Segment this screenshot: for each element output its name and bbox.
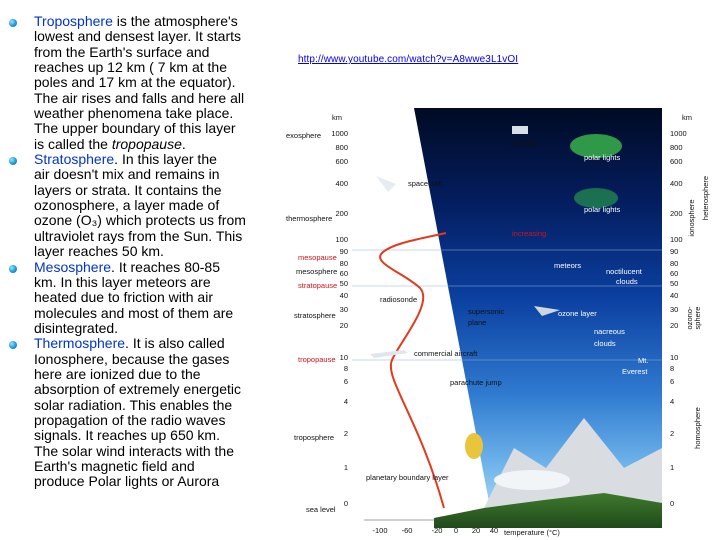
bullet-icon (9, 341, 17, 349)
label-sea-level: sea level (306, 505, 336, 514)
youtube-link[interactable]: http://www.youtube.com/watch?v=A8wwe3L1vOI (298, 54, 519, 65)
bullet-text: Stratosphere. In this layer the air doesn't mix and remains in layers or strata. It contains the ozonosphere, a layer made of ozone (O₃) which protects us from ultraviolet rays from the Sun. This layer reaches 50 km. (34, 151, 246, 260)
scale-tick-label: 20 (670, 321, 679, 330)
label-everest: Everest (622, 367, 648, 376)
label-ionosphere: ionosphere (687, 199, 696, 237)
scale-tick-label: 2 (670, 429, 675, 438)
temperature-tick-label: -60 (401, 526, 413, 535)
atmosphere-diagram-svg (284, 88, 720, 540)
scale-tick-label: 100 (670, 235, 683, 244)
label-thermosphere: thermosphere (286, 214, 333, 223)
bullet-troposphere (0, 14, 282, 152)
label-radiosonde: radiosonde (380, 295, 418, 304)
bullet-text: Troposphere is the atmosphere's lowest and densest layer. It starts from the Earth's surface and reaches up 12 km ( 7 km at the poles and 17 km at the equator). The air rises and falls and here all weather phenomena take place. The upper boundary of this layer is called the tropopause. (34, 13, 245, 152)
scale-tick-label: 4 (343, 397, 348, 406)
bullet-mesosphere (0, 260, 282, 337)
scale-tick-label: 90 (670, 247, 679, 256)
temperature-tick-label: -100 (372, 526, 388, 535)
km-label-right: km (682, 113, 692, 122)
term-mesosphere: Mesosphere (34, 258, 112, 275)
scale-tick-label: 600 (335, 157, 348, 166)
scale-tick-label: 50 (670, 279, 679, 288)
scale-tick-label: 90 (339, 247, 348, 256)
scale-tick-label: 30 (670, 305, 679, 314)
label-parachute-jump: parachute jump (450, 378, 502, 387)
temperature-axis-label: temperature (°C) (504, 528, 560, 537)
label-tropopause: tropopause (298, 355, 336, 364)
label-satellite: satellite (510, 139, 536, 148)
label-homosphere: homosphere (693, 407, 702, 449)
scale-tick-label: 600 (670, 157, 683, 166)
label-mesopause: mesopause (298, 253, 337, 262)
label-ozonosphere-bottom: sphere (693, 306, 702, 330)
label-boundary-layer: planetary boundary layer (366, 473, 449, 482)
label-heterosphere: heterosphere (701, 175, 710, 221)
scale-tick-label: 50 (339, 279, 348, 288)
bullet-list (0, 14, 282, 490)
label-mesosphere: mesosphere (296, 267, 338, 276)
cloud (494, 470, 570, 490)
scale-tick-label: 400 (335, 179, 348, 188)
scale-tick-label: 10 (670, 353, 679, 362)
label-stratopause: stratopause (298, 281, 338, 290)
scale-tick-label: 1000 (331, 129, 348, 138)
temperature-tick-label: 20 (471, 526, 481, 535)
temperature-tick-label: -20 (431, 526, 443, 535)
label-ozonosphere-top: ozono- (685, 306, 694, 330)
label-mt: Mt. (638, 356, 649, 365)
scale-tick-label: 200 (335, 209, 348, 218)
satellite-icon (512, 126, 528, 134)
scale-tick-label: 200 (670, 209, 683, 218)
scale-tick-label: 8 (343, 364, 348, 373)
scale-tick-label: 60 (339, 269, 348, 278)
scale-tick-label: 6 (670, 377, 675, 386)
label-nacreous: nacreous (594, 327, 625, 336)
km-label-left: km (332, 113, 342, 122)
label-commercial-aircraft: commercial aircraft (414, 349, 478, 358)
scale-tick-label: 40 (670, 291, 679, 300)
label-nacreous-clouds: clouds (594, 339, 616, 348)
scale-tick-label: 10 (339, 353, 348, 362)
label-ozone-layer: ozone layer (558, 309, 597, 318)
term-stratosphere: Stratosphere (34, 151, 115, 168)
scale-tick-label: 40 (339, 291, 348, 300)
label-stratosphere: stratosphere (294, 311, 336, 320)
scale-tick-label: 0 (343, 499, 348, 508)
scale-tick-label: 2 (343, 429, 348, 438)
scale-tick-label: 6 (343, 377, 348, 386)
scale-tick-label: 30 (339, 305, 348, 314)
bullet-stratosphere (0, 152, 282, 259)
label-exosphere: exosphere (286, 131, 322, 140)
scale-tick-label: 1 (670, 463, 675, 472)
scale-tick-label: 60 (670, 269, 679, 278)
balloon-icon (465, 433, 483, 459)
scale-tick-label: 100 (335, 235, 348, 244)
temperature-tick-label: 40 (489, 526, 499, 535)
scale-tick-label: 8 (670, 364, 675, 373)
label-spacecraft: spacecraft (408, 179, 443, 188)
bullet-thermosphere (0, 336, 282, 489)
label-supersonic-plane: plane (468, 318, 487, 327)
bullet-text: Mesosphere. It reaches 80-85 km. In this layer meteors are heated due to friction with air molecules and most of them are disintegrated. (34, 258, 234, 336)
scale-tick-label: 800 (670, 143, 683, 152)
label-noctilucent: noctilucent (606, 267, 642, 276)
bullet-icon (9, 265, 17, 273)
label-meteors: meteors (554, 261, 582, 270)
bullet-icon (9, 19, 17, 27)
bullet-text: Thermosphere. It is also called Ionosphere, because the gases here are ionized due to the absorption of extremely energetic solar radiation. This enables the propagation of the radio waves signals. It reaches up 650 km. The solar wind interacts with the Earth's magnetic field and produce Polar lights or Aurora (34, 335, 241, 490)
term-troposphere: Troposphere (34, 13, 113, 29)
scale-tick-label: 800 (335, 143, 348, 152)
label-noctilucent-clouds: clouds (616, 277, 638, 286)
scale-tick-label: 80 (670, 259, 679, 268)
scale-tick-label: 1 (343, 463, 348, 472)
label-increasing: increasing (512, 229, 547, 238)
temperature-tick-label: 0 (453, 526, 459, 535)
scale-tick-label: 4 (670, 397, 675, 406)
scale-tick-label: 20 (339, 321, 348, 330)
label-troposphere: troposphere (294, 433, 335, 442)
term-thermosphere: Thermosphere (34, 335, 126, 352)
bullet-icon (9, 157, 17, 165)
scale-tick-label: 0 (670, 499, 675, 508)
scale-tick-label: 1000 (670, 129, 687, 138)
scale-tick-label: 80 (339, 259, 348, 268)
label-polar-lights-2: polar lights (584, 205, 621, 214)
label-supersonic: supersonic (468, 307, 505, 316)
scale-tick-label: 400 (670, 179, 683, 188)
label-polar-lights-1: polar lights (584, 153, 621, 162)
atmosphere-diagram (284, 88, 720, 540)
